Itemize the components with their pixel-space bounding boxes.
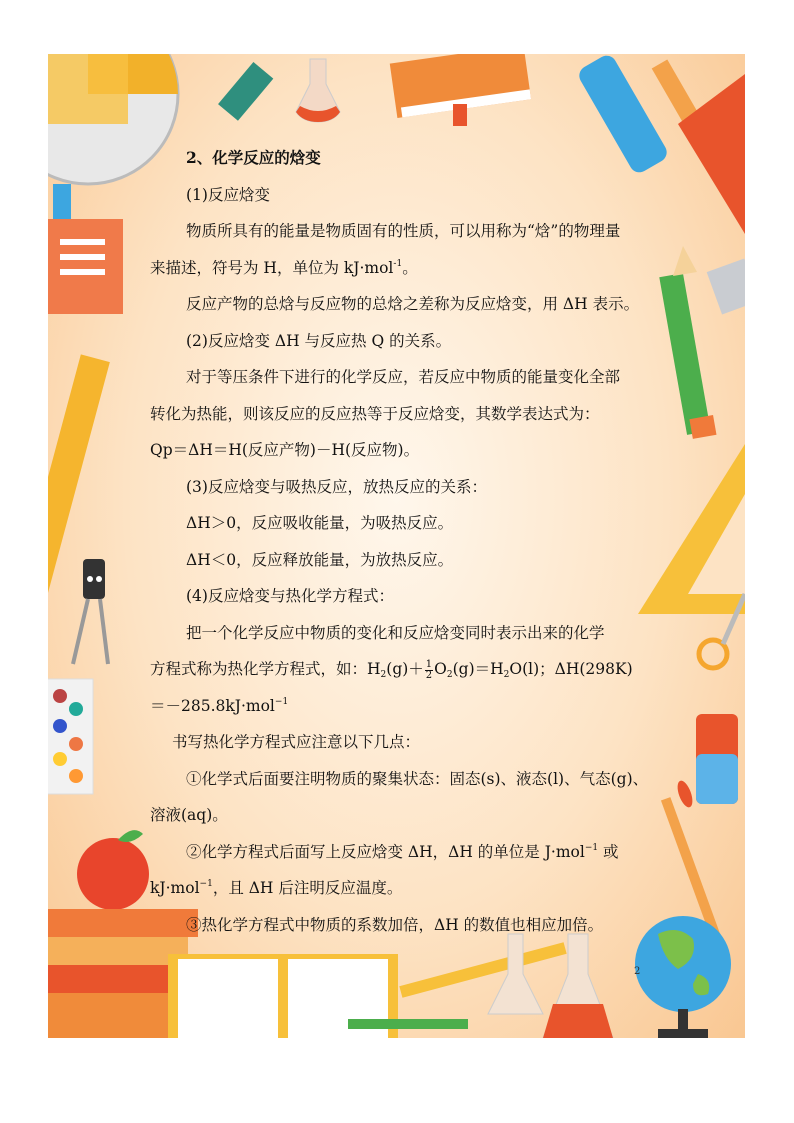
book-icon [390, 54, 531, 126]
notepad-icon [48, 184, 123, 314]
subsection-title-3: (3)反应焓变与吸热反应，放热反应的关系： [186, 477, 487, 496]
paragraph-line: 反应产物的总焓与反应物的总焓之差称为反应焓变，用 ΔH 表示。 [186, 295, 640, 313]
marker-icon [218, 62, 273, 121]
equation-line: Qp＝ΔH＝H(反应产物)－H(反应物)。 [150, 441, 420, 459]
paragraph-line: ΔH＜0，反应释放能量，为放热反应。 [186, 550, 454, 569]
equation-line: ＝－285.8kJ·mol$^{-1}$ [150, 696, 289, 715]
paragraph-line: kJ·mol$^{-1}$，且 ΔH 后注明反应温度。 [150, 879, 403, 897]
paragraph-line: 转化为热能，则该反应的反应热等于反应焓变，其数学表达式为： [150, 404, 600, 423]
eraser-icon [696, 714, 738, 804]
note-2: ②化学方程式后面写上反应焓变 ΔH，ΔH 的单位是 J·mol$^{-1}$ 或 [186, 842, 619, 861]
subsection-title-1: (1)反应焓变 [186, 185, 270, 204]
document-body [150, 140, 650, 943]
apple-icon [77, 830, 149, 910]
paragraph-line: 书写热化学方程式应注意以下几点： [172, 733, 421, 751]
thermochemical-equation: 方程式称为热化学方程式，如：$H_2(g)+$ $\frac{1}{2}$ $O_2(g)=H_2O(l)$；ΔH(298K) [150, 658, 633, 681]
subsection-title-2: (2)反应焓变 ΔH 与反应热 Q 的关系。 [186, 331, 452, 350]
paragraph-line: 物质所具有的能量是物质固有的性质，可以用称为“焓”的物理量 [186, 222, 621, 240]
compass-icon [73, 559, 108, 664]
paragraph-line: 把一个化学反应中物质的变化和反应焓变同时表示出来的化学 [186, 623, 605, 642]
note-3: ③热化学方程式中物质的系数加倍，ΔH 的数值也相应加倍。 [186, 915, 604, 934]
section-heading: 2、化学反应的焓变 [186, 148, 321, 167]
flask-icon [296, 59, 340, 122]
subsection-title-4: (4)反应焓变与热化学方程式： [186, 587, 394, 605]
paragraph-line: 对于等压条件下进行的化学反应，若反应中物质的能量变化全部 [186, 368, 621, 386]
note-1: ①化学式后面要注明物质的聚集状态：固态(s)、液态(l)、气态(g)、 [186, 769, 649, 788]
paragraph-line: 来描述，符号为 H，单位为 kJ·mol$^{-1}$。 [150, 258, 418, 277]
paint-palette-icon [48, 679, 93, 794]
sharpener-icon [707, 258, 745, 314]
fraction: $\frac{1}{2}$ [425, 658, 433, 681]
triangle-ruler-icon [638, 444, 745, 614]
page-number: 2 [634, 966, 641, 977]
paragraph-line: ΔH＞0，反应吸收能量，为吸热反应。 [186, 514, 454, 532]
paragraph-line: 溶液(aq)。 [150, 806, 228, 824]
